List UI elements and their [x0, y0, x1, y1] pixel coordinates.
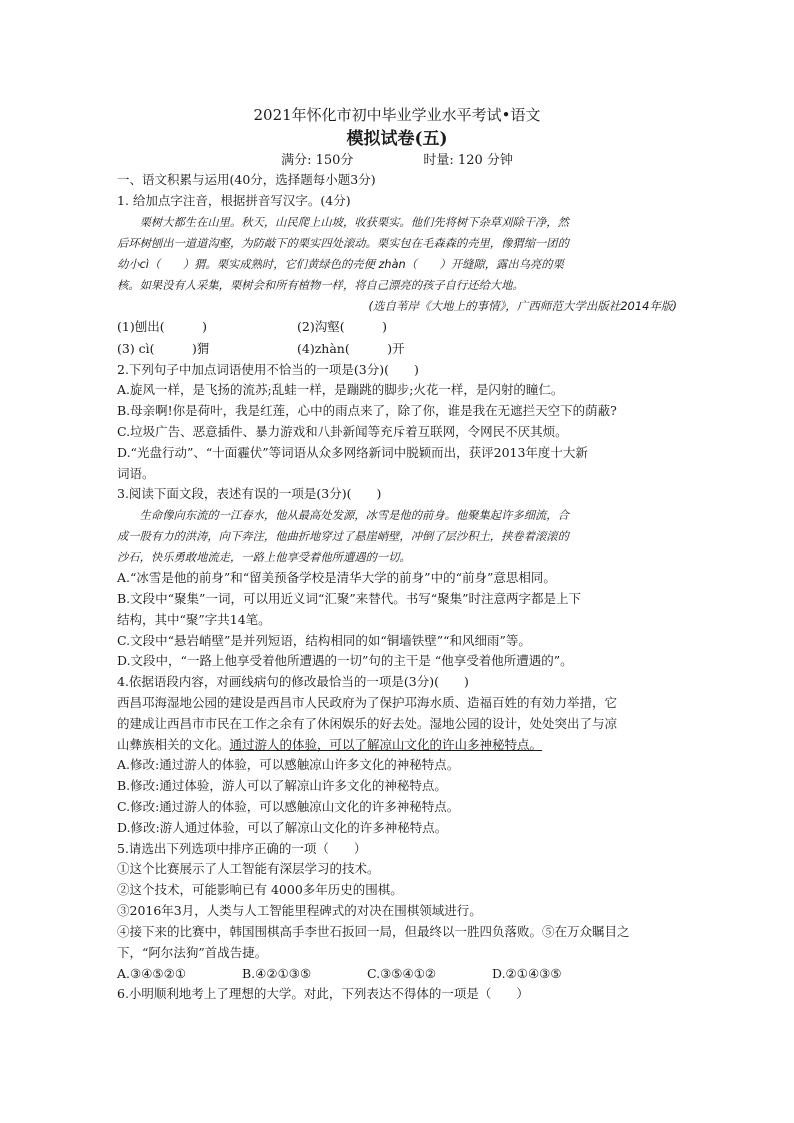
question-5-stem: 5.请选出下列选项中排序正确的一项（ ）: [117, 840, 367, 856]
q5-item: ①这个比赛展示了人工智能有深层学习的技术。: [117, 861, 380, 877]
question-3-stem: 3.阅读下面文段，表述有误的一项是(3分)( ): [117, 486, 382, 502]
q1-blank-1[interactable]: (1)刨出( ): [117, 318, 207, 334]
q2-option-c[interactable]: C.垃圾广告、恶意插件、暴力游戏和八卦新闻等充斥着互联网，令网民不厌其烦。: [117, 423, 568, 439]
exam-subtitle: 模拟试卷(五): [346, 129, 448, 149]
q5-options: [117, 963, 677, 984]
q4-option-d[interactable]: D.修改:游人通过体验，可以了解凉山文化的许多神秘特点。: [117, 819, 448, 835]
time-limit: 时量: 120 分钟: [423, 153, 513, 168]
question-2-stem: 2.下列句子中加点词语使用不恰当的一项是(3分)( ): [117, 361, 419, 377]
exam-meta: [117, 152, 677, 170]
q1-blank-2[interactable]: (2)沟壑( ): [297, 318, 387, 334]
q1-blanks-row: [117, 316, 677, 338]
q1-passage-line: 栗树大都生在山里。秋天，山民爬上山坡，收获栗实。他们先将树下杂草刈除干净，然: [139, 215, 569, 229]
q1-passage-line: 核。如果没有人采集，栗树会和所有植物一样，将自己漂亮的孩子自行还给大地。: [117, 278, 524, 292]
section-heading: 一、语文积累与运用(40分，选择题每小题3分): [117, 172, 376, 187]
q1-source: (选自苇岸《大地上的事情》，广西师范大学出版社2014年版): [368, 298, 677, 313]
q4-option-a[interactable]: A.修改:通过游人的体验，可以感触凉山许多文化的神秘特点。: [117, 757, 460, 773]
q1-passage-line: 幼小cì（ ）猬。栗实成熟时，它们黄绿色的壳便 zhàn（ ）开缝隙，露出乌亮的栗: [117, 257, 564, 271]
question-4-stem: 4.依据语段内容，对画线病句的修改最恰当的一项是(3分)( ): [117, 674, 469, 690]
q3-option-c[interactable]: C.文段中“悬岩峭壁”是并列短语，结构相同的如“铜墙铁壁”“和风细雨”等。: [117, 632, 531, 648]
full-score: 满分: 150分: [281, 153, 354, 168]
q2-option-d[interactable]: D.“光盘行动”、“十面霾伏”等词语从众多网络新词中脱颖而出，获评2013年度十大新: [117, 444, 588, 460]
q3-option-b[interactable]: B.文段中“聚集”一词，可以用近义词“汇聚”来替代。书写“聚集”时注意两字都是上下: [117, 590, 582, 606]
q2-option-b[interactable]: B.母亲啊!你是荷叶，我是红莲，心中的雨点来了，除了你，谁是我在无遮拦天空下的荫蔽?: [117, 403, 617, 419]
q4-context-line: 西昌邛海湿地公园的建设是西昌市人民政府为了保护邛海水质、造福百姓的有効力举措，它: [117, 694, 618, 710]
q4-context-line: [117, 735, 677, 756]
q5-option-d[interactable]: D.②①④③⑤: [492, 966, 562, 982]
q3-option-a[interactable]: A.“冰雪是他的前身”和“留美预备学校是清华大学的前身”中的“前身”意思相同。: [117, 570, 556, 586]
q2-option-a[interactable]: A.旋风一样，是飞扬的流苏;乱蛙一样，是蹦跳的脚步;火花一样，是闪射的瞳仁。: [117, 382, 564, 398]
q1-blank-4[interactable]: (4)zhàn( )开: [297, 340, 405, 356]
q5-item: ④接下来的比赛中，韩国围棋高手李世石扳回一局，但最终以一胜四负落败。⑤在万众瞩目之: [117, 923, 630, 939]
q5-item-cont: 下，“阿尔法狗”首战告捷。: [117, 944, 268, 960]
q3-passage-line: 生命像向东流的一江春水，他从最高处发源，冰雪是他的前身。他聚集起许多细流，合: [139, 509, 569, 523]
q5-option-a[interactable]: A.③④⑤②①: [117, 966, 187, 982]
q4-context-prefix: 山彝族相关的文化。: [117, 736, 230, 752]
q4-option-c[interactable]: C.修改:通过游人的体验，可以感触凉山文化的许多神秘特点。: [117, 798, 460, 814]
q3-option-d[interactable]: D.文段中，“一路上他享受着他所遭遇的一切”句的主干是 “他享受着他所遭遇的”。: [117, 653, 573, 669]
q1-blanks-row: [117, 338, 677, 360]
exam-title: 2021年怀化市初中毕业学业水平考试•语文: [253, 106, 541, 124]
q5-option-c[interactable]: C.③⑤④①②: [367, 966, 437, 982]
q1-blank-3[interactable]: (3) cì( )猬: [117, 340, 210, 356]
q3-passage-line: 沙石，快乐勇敢地流走，一路上他享受着他所遭遇的一切。: [117, 551, 411, 565]
question-1-stem: 1. 给加点字注音，根据拼音写汉字。(4分): [117, 192, 351, 208]
exam-page: [117, 104, 677, 1005]
q3-passage-line: 成一股有力的洪涛，向下奔注，他曲折地穿过了悬崖峭壁，冲倒了层沙积土，挟卷着滚滚的: [117, 530, 569, 544]
q4-option-b[interactable]: B.修改:通过体验，游人可以了解凉山许多文化的神秘特点。: [117, 778, 447, 794]
q1-passage-line: 后环树刨出一道道沟壑，为防敲下的栗实四处滚动。栗实包在毛森森的壳里，像猬缩一团的: [117, 236, 569, 250]
q5-option-b[interactable]: B.④②①③⑤: [242, 966, 312, 982]
q5-item: ②这个技术，可能影响已有 4000多年历史的围棋。: [117, 882, 403, 898]
q4-underlined-sentence: 通过游人的体验，可以了解凉山文化的许山多神秘特点。: [229, 736, 543, 752]
q3-option-b-cont: 结构，其中“聚”字共14笔。: [117, 611, 271, 627]
q4-context-line: 的建成让西昌市市民在工作之余有了休闲娱乐的好去处。湿地公园的设计，处处突出了与凉: [117, 715, 618, 731]
q5-item: ③2016年3月，人类与人工智能里程碑式的对决在围棋领域进行。: [117, 902, 482, 918]
question-6-stem: 6.小明顺利地考上了理想的大学。对此，下列表达不得体的一项是（ ）: [117, 986, 529, 1002]
q2-option-d-cont: 词语。: [117, 465, 155, 481]
